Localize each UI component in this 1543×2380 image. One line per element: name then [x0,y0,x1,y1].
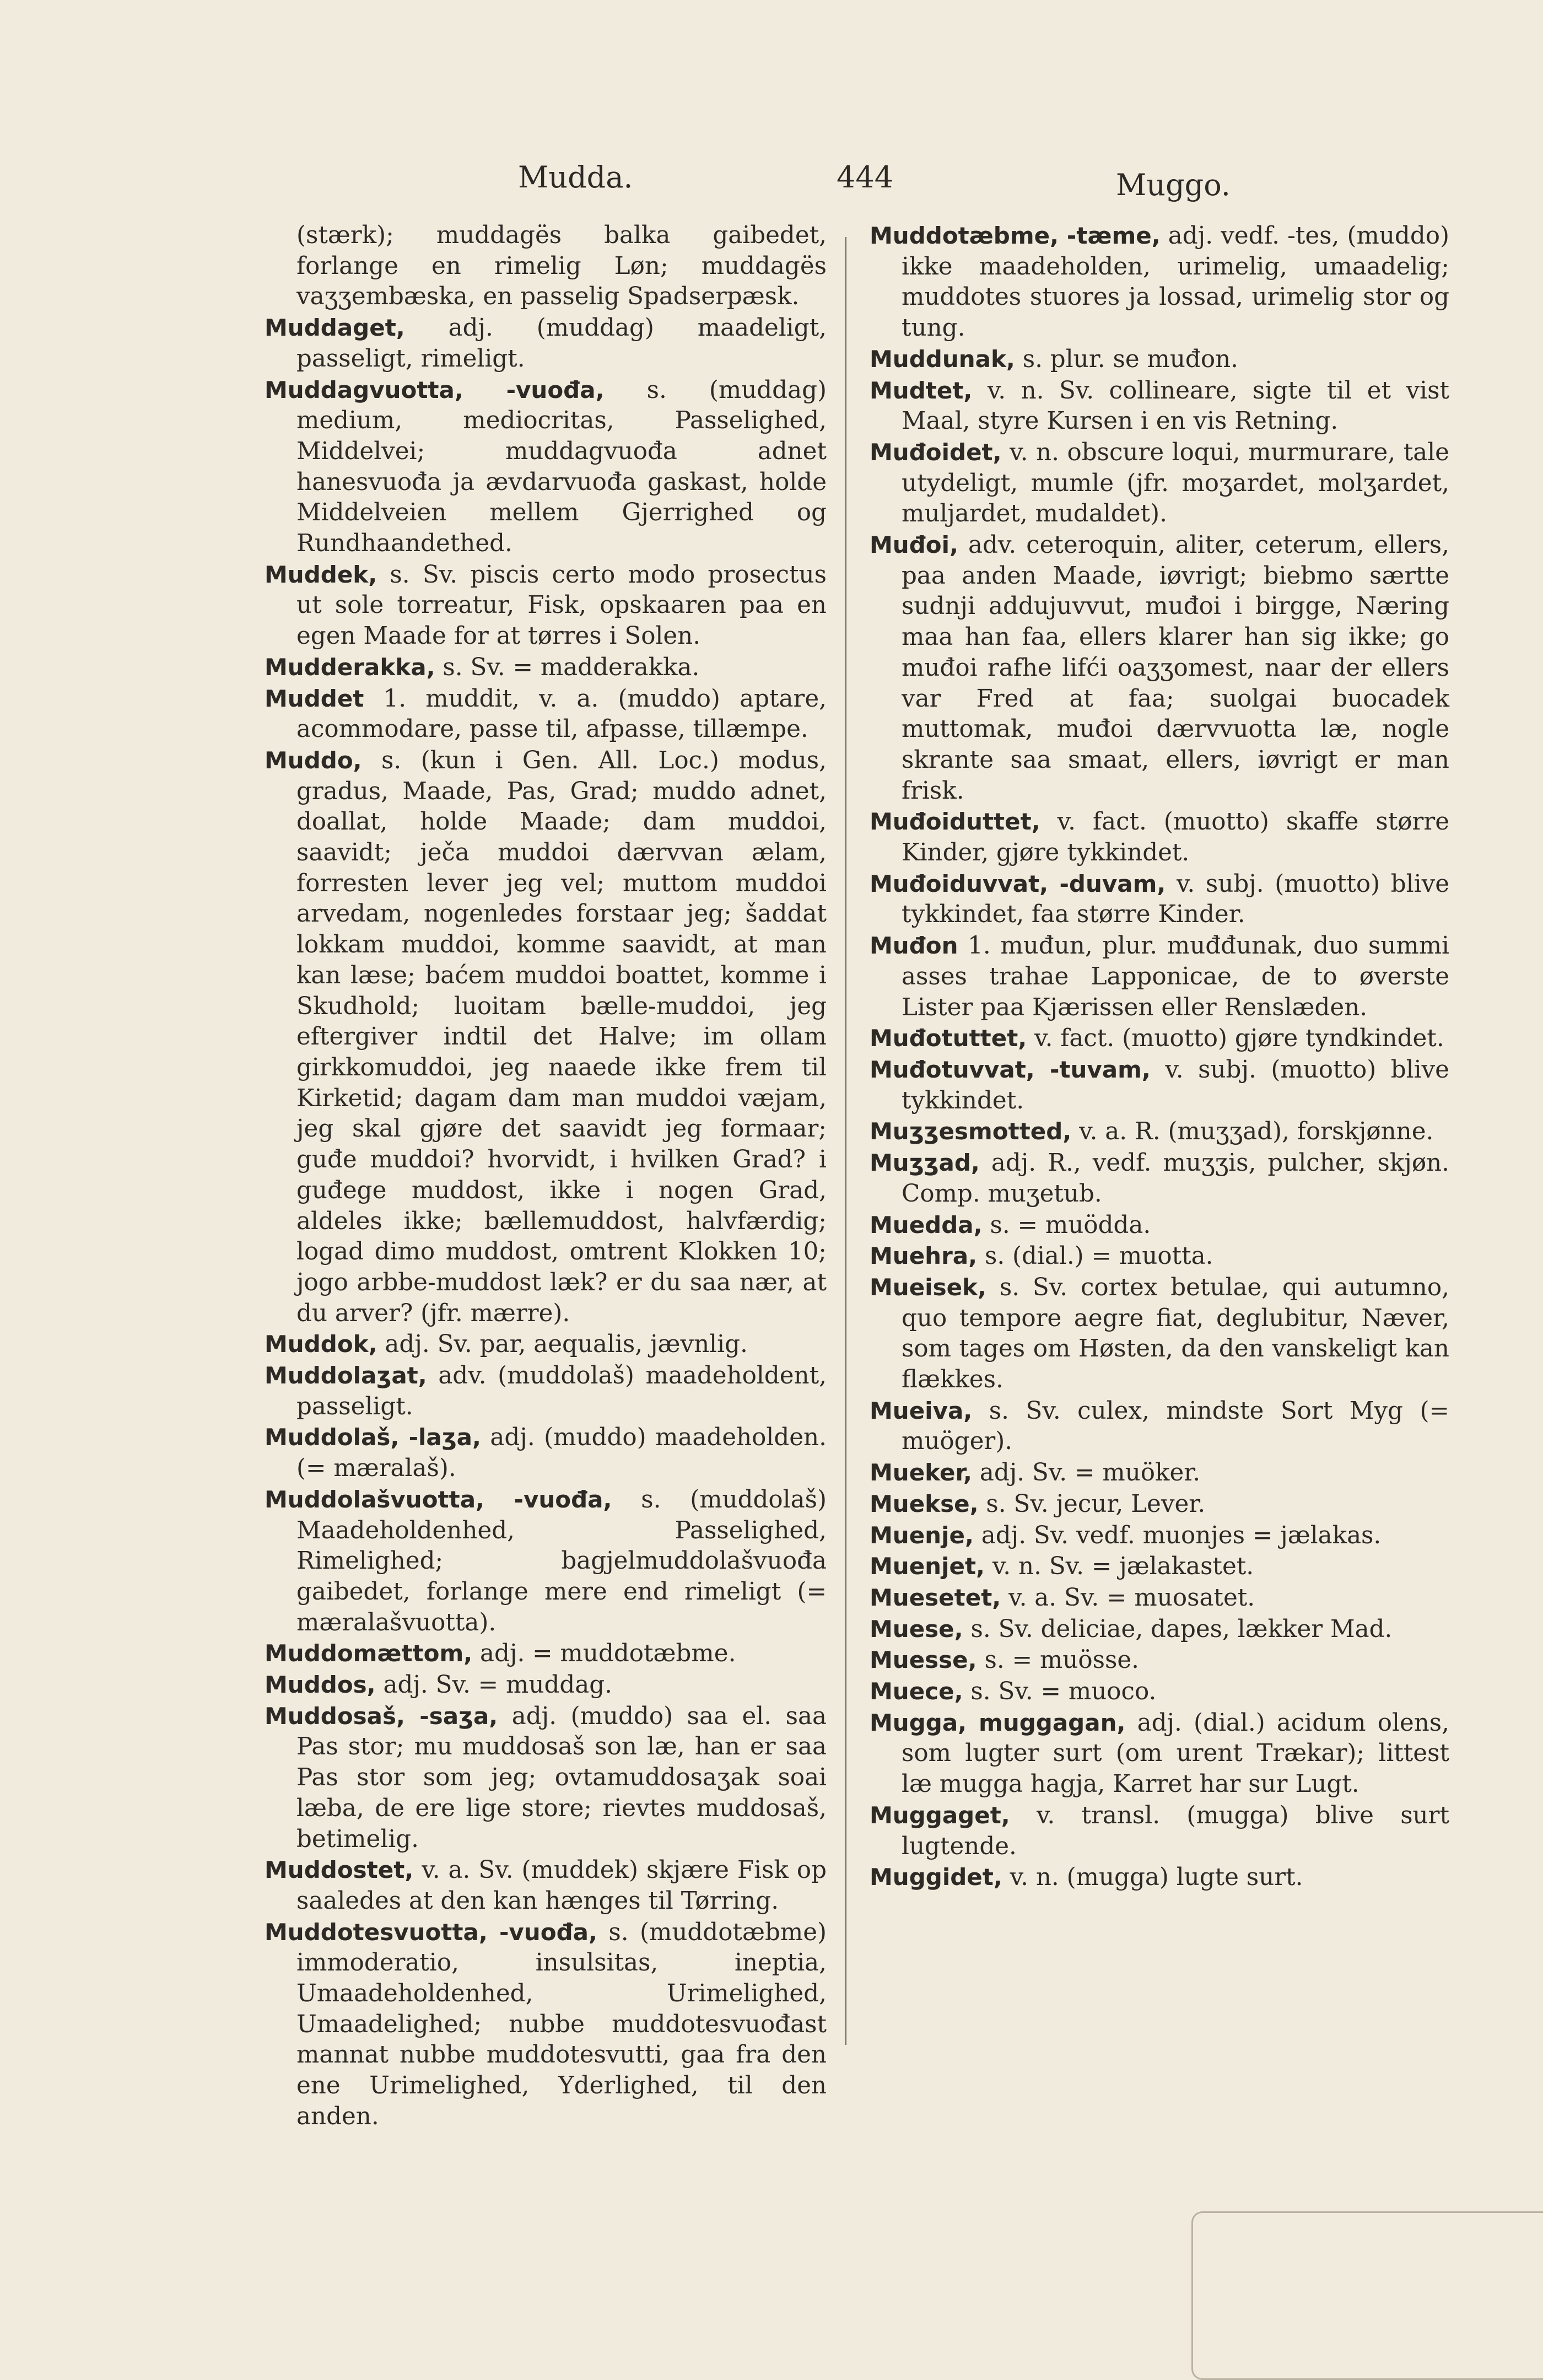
page-corner-frame [1191,2211,1543,2380]
entry-headword: Muggidet, [870,1864,1002,1891]
dictionary-entry [870,1396,1449,1457]
dictionary-entry [265,220,827,313]
page-number: 444 [837,160,894,195]
entry-headword: Mueisek, [870,1273,986,1301]
dictionary-entry [265,1917,827,2133]
dictionary-entry [870,1241,1449,1272]
entry-headword: Muddet [265,685,364,712]
entry-body: v. n. Sv. = jælakastet. [985,1553,1254,1581]
entry-body: adj. Sv. = muddag. [375,1671,613,1699]
dictionary-entry [265,1670,827,1701]
dictionary-entry [265,313,827,374]
entry-headword: Muddaget, [265,314,405,342]
dictionary-entry [265,1329,827,1360]
entry-headword: Muddunak, [870,345,1015,373]
entry-body: s. Sv. = madderakka. [435,653,700,681]
entry-headword: Mueker, [870,1459,972,1487]
dictionary-entry [870,1520,1449,1552]
entry-body: s. Sv. deliciae, dapes, lækker Mad. [963,1615,1393,1643]
entry-headword: Muddolaʒat, [265,1362,427,1390]
entry-body: v. n. Sv. collineare, sigte til et vist Maal, styre Kursen i en vis Retning. [902,376,1449,435]
dictionary-entry [870,220,1449,344]
entry-body: adj. vedf. -tes, (muddo) ikke maadeholden, urimelig, umaadelig; muddotes stuores ja lossad, urimelig stor og tung. [902,222,1449,342]
entry-body: v. a. Sv. = muosatet. [1001,1584,1255,1612]
entry-headword: Muddek, [265,561,377,588]
entry-body: adj. (muddo) maadeholden. (= mæralaš). [296,1424,827,1483]
entry-headword: Muddolašvuotta, -vuođa, [265,1485,612,1513]
dictionary-entry [265,1360,827,1422]
dictionary-entry [870,1272,1449,1396]
entry-headword: Muddos, [265,1671,376,1699]
entry-headword: Muddotæbme, -tæme, [870,222,1161,249]
entry-body: v. subj. (muotto) blive tykkindet. [902,1056,1449,1114]
entry-body: 1. muddit, v. a. (muddo) aptare, acommodare, passe til, afpasse, tillæmpe. [296,685,827,744]
entry-headword: Muđoi, [870,531,958,559]
dictionary-entry [265,1422,827,1484]
dictionary-entry [870,344,1449,375]
entry-headword: Muddo, [265,746,362,774]
entry-headword: Muddostet, [265,1856,414,1884]
dictionary-entry [265,1701,827,1855]
entry-body: s. plur. se muđon. [1015,345,1239,373]
right-column [870,220,1449,1893]
dictionary-entry [265,375,827,559]
dictionary-entry [870,1800,1449,1862]
entry-body: v. n. obscure loqui, murmurare, tale utydeligt, mumle (jfr. moʒardet, molʒardet, muljardet, mudaldet). [902,438,1449,528]
entry-body: adv. (muddolaš) maadeholdent, passeligt. [296,1362,827,1420]
entry-headword: Muenje, [870,1521,974,1549]
dictionary-entry [265,652,827,683]
entry-headword: Muesetet, [870,1584,1001,1611]
entry-body: s. Sv. culex, mindste Sort Myg (= muöger). [902,1397,1449,1456]
entry-headword: Muđotuvvat, -tuvam, [870,1056,1151,1083]
entry-body: 1. muđun, plur. muđđunak, duo summi asses trahae Lapponicae, de to øverste Lister paa Kjærissen eller Renslæden. [902,932,1449,1021]
dictionary-entry [870,1862,1449,1893]
entry-headword: Muekse, [870,1490,979,1517]
column-divider [845,237,846,2045]
entry-body: s. Sv. piscis certo modo prosectus ut sole torreatur, Fisk, opskaaren paa en egen Maade for at tørres i Solen. [296,561,827,650]
dictionary-entry [870,806,1449,868]
entry-headword: Muenjet, [870,1553,985,1580]
entry-headword: Muddok, [265,1331,377,1358]
entry-headword: Muddotesvuotta, -vuođa, [265,1918,597,1946]
entry-headword: Muđoidet, [870,438,1002,466]
dictionary-entry [265,1638,827,1670]
dictionary-entry [870,930,1449,1023]
entry-headword: Muđoiduttet, [870,808,1040,836]
entry-headword: Muddolaš, -laʒa, [265,1424,481,1451]
header-left-guideword: Mudda. [518,160,633,195]
dictionary-entry [870,1054,1449,1116]
dictionary-entry [870,1708,1449,1800]
dictionary-entry [870,1645,1449,1676]
entry-headword: Muedda, [870,1211,983,1239]
entry-headword: Muddagvuotta, -vuođa, [265,376,605,403]
dictionary-entry [870,1489,1449,1520]
entry-headword: Muese, [870,1615,963,1643]
entry-body: adj. R., vedf. muʒʒis, pulcher, skjøn. Comp. muʒetub. [902,1149,1449,1208]
entry-body: s. (dial.) = muotta. [977,1242,1213,1270]
entry-body: adj. (muddag) maadeligt, passeligt, rimeligt. [296,314,827,373]
entry-headword: Muđoiduvvat, -duvam, [870,870,1166,897]
dictionary-entry [265,1484,827,1639]
entry-body: adj. (muddo) saa el. saa Pas stor; mu muddosaš son læ, han er saa Pas stor som jeg; ovtamuddosaʒak soai læba, de ere lige store; rievtes muddosaš, betimelig. [296,1702,827,1853]
dictionary-entry [870,1457,1449,1489]
dictionary-entry [265,745,827,1329]
entry-body: s. (muddotæbme) immoderatio, insulsitas, ineptia, Umaadeholdenhed, Urimelighed, Umaadelighed; nubbe muddotesvuođast mannat nubbe muddotesvutti, gaa fra den ene Urimelighed, Yderlighed, til den anden. [296,1918,827,2130]
entry-headword: Muehra, [870,1242,978,1270]
entry-body: s. (muddolaš) Maadeholdenhed, Passelighed, Rimelighed; bagjelmuddolašvuođa gaibedet, forlange mere end rimeligt (= mæralašvuotta). [296,1485,827,1636]
entry-body: s. Sv. jecur, Lever. [978,1490,1206,1518]
entry-body: adj. Sv. vedf. muonjes = jælakas. [973,1521,1382,1549]
entry-body: v. a. Sv. (muddek) skjære Fisk op saaledes at den kan hænges til Tørring. [296,1856,827,1915]
entry-body: v. fact. (muotto) skaffe større Kinder, gjøre tykkindet. [902,808,1449,867]
entry-headword: Mudtet, [870,376,973,404]
dictionary-entry [870,1116,1449,1148]
entry-body: adj. Sv. par, aequalis, jævnlig. [377,1331,748,1359]
entry-headword: Muddomættom, [265,1640,473,1667]
entry-body: s. = muösse. [976,1646,1140,1674]
dictionary-entry [870,375,1449,437]
dictionary-entry [870,1148,1449,1209]
dictionary-entry [870,869,1449,930]
entry-headword: Muđon [870,932,958,960]
dictionary-entry [870,437,1449,530]
entry-body: v. fact. (muotto) gjøre tyndkindet. [1027,1025,1444,1053]
entry-body: s. Sv. = muoco. [963,1678,1157,1706]
entry-body: adv. ceteroquin, aliter, ceterum, ellers, paa anden Maade, iøvrigt; biebmo særtte sudnji addujuvvut, muđoi i birgge, Næring maa han faa, ellers klarer han sig ikke; go muđoi rafhe lifći oaʒʒomest, naar der ellers var Fred at faa; suolgai buocadek muttomak, muđoi dærvvuotta læ, nogle skrante saa smaat, ellers, iøvrigt er man frisk. [902,531,1449,805]
entry-headword: Muggaget, [870,1801,1010,1829]
left-column [265,220,827,2133]
dictionary-entry [870,1614,1449,1645]
entry-body: s. (muddag) medium, mediocritas, Passelighed, Middelvei; muddagvuođa adnet hanesvuođa ja ævdarvuođa gaskast, holde Middelveien mellem Gjerrighed og Rundhaandethed. [296,376,827,558]
entry-headword: Mugga, muggagan, [870,1709,1126,1736]
entry-body: v. transl. (mugga) blive surt lugtende. [902,1801,1449,1860]
entry-body: adj. = muddotæbme. [472,1640,736,1668]
entry-headword: Mueiva, [870,1397,973,1424]
dictionary-entry [870,530,1449,806]
entry-body: v. n. (mugga) lugte surt. [1002,1864,1303,1892]
dictionary-entry [265,559,827,652]
dictionary-entry [870,1210,1449,1241]
dictionary-entry [265,683,827,745]
entry-body: s. (kun i Gen. All. Loc.) modus, gradus, Maade, Pas, Grad; muddo adnet, doallat, holde Maade; dam muddoi, saavidt; ječa muddoi dærvvan ælam, forresten lever jeg vel; muttom muddoi arvedam, nogenledes forstaar jeg; šaddat lokkam muddoi, komme saavidt, at man kan læse; baćem muddoi boattet, komme i Skudhold; luoitam bælle-muddoi, jeg eftergiver indtil det Halve; im ollam girkkomuddoi, jeg naaede ikke frem til Kirketid; dagam dam man muddoi væjam, jeg skal gjøre det saavidt jeg formaar; guđe muddoi? hvorvidt, i hvilken Grad? i guđege muddost, ikke i nogen Grad, aldeles ikke; bællemuddost, halvfærdig; logad dimo muddost, omtrent Klokken 10; jogo arbbe-muddost læk? er du saa nær, at du arver? (jfr. mærre). [296,746,827,1327]
dictionary-entry [870,1676,1449,1708]
page-header [0,160,1543,204]
entry-body: adj. (dial.) acidum olens, som lugter surt (om urent Trækar); littest læ mugga hagja, Karret har sur Lugt. [902,1709,1450,1799]
entry-headword: Mudderakka, [265,653,435,681]
entry-headword: Muʒʒesmotted, [870,1118,1072,1145]
dictionary-entry [870,1582,1449,1614]
entry-headword: Muesse, [870,1646,977,1674]
entry-body: s. Sv. cortex betulae, qui autumno, quo tempore aegre fiat, deglubitur, Næver, som tages om Høsten, da den vanskeligt kan flækkes. [902,1273,1449,1394]
entry-headword: Muddosaš, -saʒa, [265,1702,498,1730]
dictionary-entry [870,1551,1449,1582]
header-right-guideword: Muggo. [1116,168,1231,202]
entry-headword: Muece, [870,1678,963,1705]
entry-headword: Muʒʒad, [870,1149,980,1177]
entry-headword: Muđotuttet, [870,1025,1027,1052]
entry-body: adj. Sv. = muöker. [972,1459,1201,1487]
entry-body: (stærk); muddagës balka gaibedet, forlange en rimelig Løn; muddagës vaʒʒembæska, en passelig Spadserpæsk. [296,222,827,311]
dictionary-entry [870,1023,1449,1054]
entry-body: v. subj. (muotto) blive tykkindet, faa større Kinder. [902,870,1449,929]
entry-body: v. a. R. (muʒʒad), forskjønne. [1071,1118,1434,1146]
dictionary-entry [265,1855,827,1916]
entry-body: s. = muödda. [982,1211,1151,1239]
